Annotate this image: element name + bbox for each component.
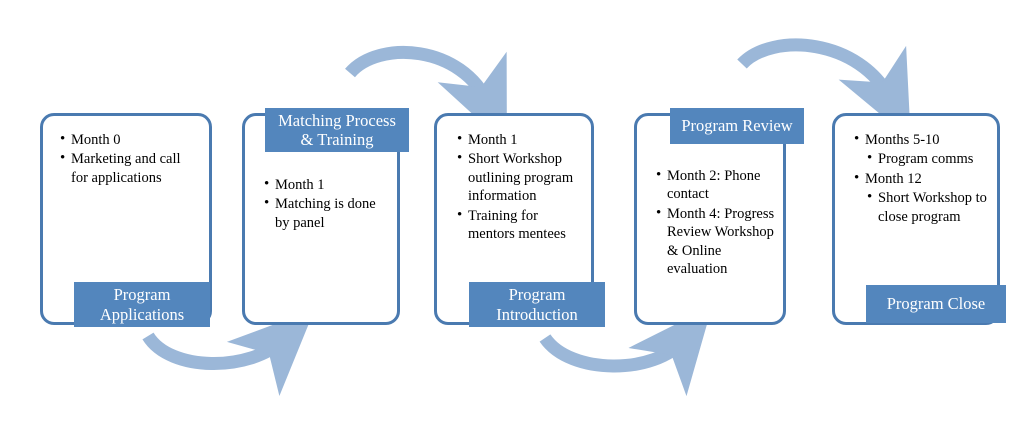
stage-bullets-5 <box>852 131 988 227</box>
bullet-item: • Month 1 <box>455 131 575 149</box>
arrow-4 <box>742 45 891 100</box>
bullet-item: • Short Workshop outlining program information <box>455 150 575 205</box>
stage-label-line: Program Close <box>886 294 986 314</box>
bullet-item: • Month 2: Phone contact <box>654 167 778 204</box>
stage-bullets-4 <box>654 167 778 279</box>
stage-label-line: & Training <box>300 130 374 149</box>
bullet-item: • Program comms <box>852 150 988 168</box>
stage-bullets-2 <box>262 176 390 233</box>
arrow-2 <box>350 52 489 105</box>
stage-label-4 <box>670 108 804 144</box>
stage-label-line: Matching Process <box>278 110 396 130</box>
bullet-item: • Months 5-10 <box>852 131 988 149</box>
bullet-item: • Month 4: Progress Review Workshop & Online evaluation <box>654 205 778 279</box>
stage-bullets-1 <box>58 131 200 188</box>
stage-label-line: Applications <box>99 304 185 324</box>
stage-label-line: Introduction <box>496 304 578 324</box>
bullet-item: • Training for mentors mentees <box>455 207 575 244</box>
bullet-item: • Marketing and call for applications <box>58 150 200 187</box>
arrow-1 <box>148 336 283 364</box>
stage-label-1 <box>74 282 210 327</box>
bullet-item: • Month 12 <box>852 170 988 188</box>
arrow-3 <box>545 338 684 366</box>
stage-label-2 <box>265 108 409 152</box>
bullet-item: • Matching is done by panel <box>262 195 390 232</box>
stage-bullets-3 <box>455 131 575 244</box>
stage-label-line: Program <box>508 285 566 305</box>
stage-label-line: Program Review <box>681 116 793 136</box>
bullet-item: • Month 0 <box>58 131 200 149</box>
stage-label-line: Program <box>113 285 171 305</box>
stage-label-3 <box>469 282 605 327</box>
bullet-item: • Short Workshop to close program <box>852 189 988 226</box>
stage-label-5 <box>866 285 1006 323</box>
bullet-item: • Month 1 <box>262 176 390 194</box>
